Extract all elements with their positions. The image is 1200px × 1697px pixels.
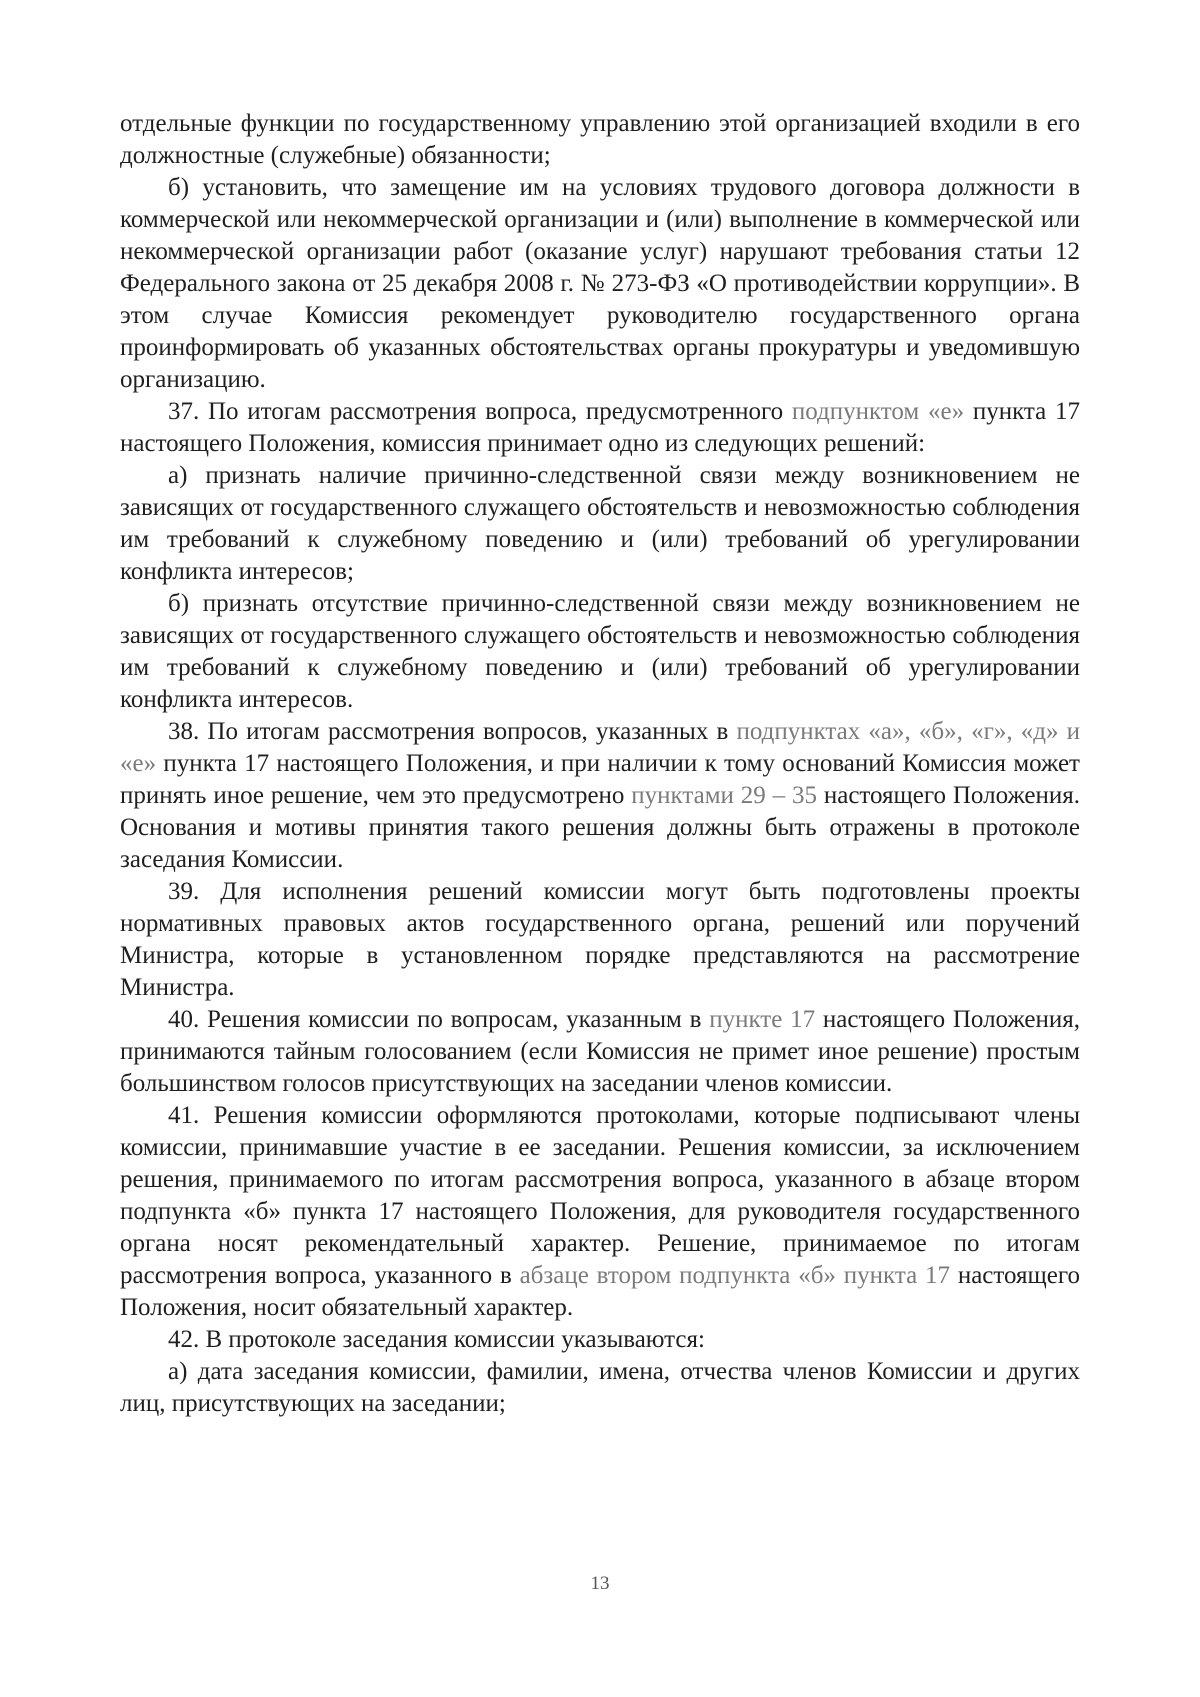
paragraph-38-text-2: пункта 17 настоящего Положения, и при наличии к тому оснований Комиссия может принять иное решение, чем это предусмотрено: [120, 750, 1080, 809]
paragraph-42: 42. В протоколе заседания комиссии указываются:: [168, 1326, 705, 1353]
link-subpoints[interactable]: подпунктах «а», «б», «г», «д» и «е»: [120, 718, 1080, 777]
paragraph-40: [120, 1004, 1080, 1100]
paragraph-38: [120, 716, 1080, 876]
paragraph-38-text-3: настоящего Положения. Основания и мотивы принятия такого решения должны быть отражены в протоколе заседания Комиссии.: [120, 782, 1080, 873]
paragraph-37b: б) признать отсутствие причинно-следственной связи между возникновением не зависящих от государственного служащего обстоятельств и невозможностью соблюдения им требований к служебному поведению и (или) требований об урегулировании конфликта интересов.: [120, 590, 1080, 713]
paragraph-42a: а) дата заседания комиссии, фамилии, имена, отчества членов Комиссии и других лиц, присутствующих на заседании;: [120, 1358, 1080, 1417]
link-paragraph-second[interactable]: абзаце втором подпункта «б» пункта 17: [519, 1262, 950, 1289]
page-number: 13: [590, 1573, 610, 1594]
paragraph-continuation: отдельные функции по государственному управлению этой организацией входили в его должностные (служебные) обязанности;: [120, 110, 1080, 169]
link-points-29-35[interactable]: пунктами 29 – 35: [631, 782, 817, 809]
paragraph-41-text-1: 41. Решения комиссии оформляются протоколами, которые подписывают члены комиссии, принимавшие участие в ее заседании. Решения комиссии, за исключением решения, принимаемого по итогам рассмотрения вопроса, указанного в абзаце втором подпункта «б» пункта 17 настоящего Положения, для руководителя государственного органа носят рекомендательный характер. Решение, принимаемое по итогам рассмотрения вопроса, указанного в: [120, 1102, 1080, 1289]
link-subpoint-e[interactable]: подпунктом «е»: [791, 398, 965, 425]
paragraph-37: [120, 396, 1080, 460]
paragraph-37a: а) признать наличие причинно-следственной связи между возникновением не зависящих от государственного служащего обстоятельств и невозможностью соблюдения им требований к служебному поведению и (или) требований об урегулировании конфликта интересов;: [120, 462, 1080, 585]
paragraph-41: [120, 1100, 1080, 1324]
paragraph-39: 39. Для исполнения решений комиссии могут быть подготовлены проекты нормативных правовых актов государственного органа, решений или поручений Министра, которые в установленном порядке представляются на рассмотрение Министра.: [120, 878, 1080, 1001]
document-body: [120, 108, 1080, 1420]
paragraph-41-text-2: настоящего Положения, носит обязательный характер.: [120, 1262, 1080, 1321]
paragraph-37-text-1: 37. По итогам рассмотрения вопроса, предусмотренного: [168, 398, 792, 425]
paragraph-40-text-2: настоящего Положения, принимаются тайным голосованием (если Комиссия не примет иное решение) простым большинством голосов присутствующих на заседании членов комиссии.: [120, 1006, 1080, 1097]
paragraph-38-text-1: 38. По итогам рассмотрения вопросов, указанных в: [168, 718, 737, 745]
paragraph-36b: б) установить, что замещение им на условиях трудового договора должности в коммерческой или некоммерческой организации и (или) выполнение в коммерческой или некоммерческой организации работ (оказание услуг) нарушают требования статьи 12 Федерального закона от 25 декабря 2008 г. № 273-ФЗ «О противодействии коррупции». В этом случае Комиссия рекомендует руководителю государственного органа проинформировать об указанных обстоятельствах органы прокуратуры и уведомившую организацию.: [120, 174, 1080, 393]
link-point-17[interactable]: пункте 17: [709, 1006, 816, 1033]
paragraph-40-text-1: 40. Решения комиссии по вопросам, указанным в: [168, 1006, 710, 1033]
paragraph-37-text-2: пункта 17 настоящего Положения, комиссия принимает одно из следующих решений:: [120, 398, 1080, 457]
